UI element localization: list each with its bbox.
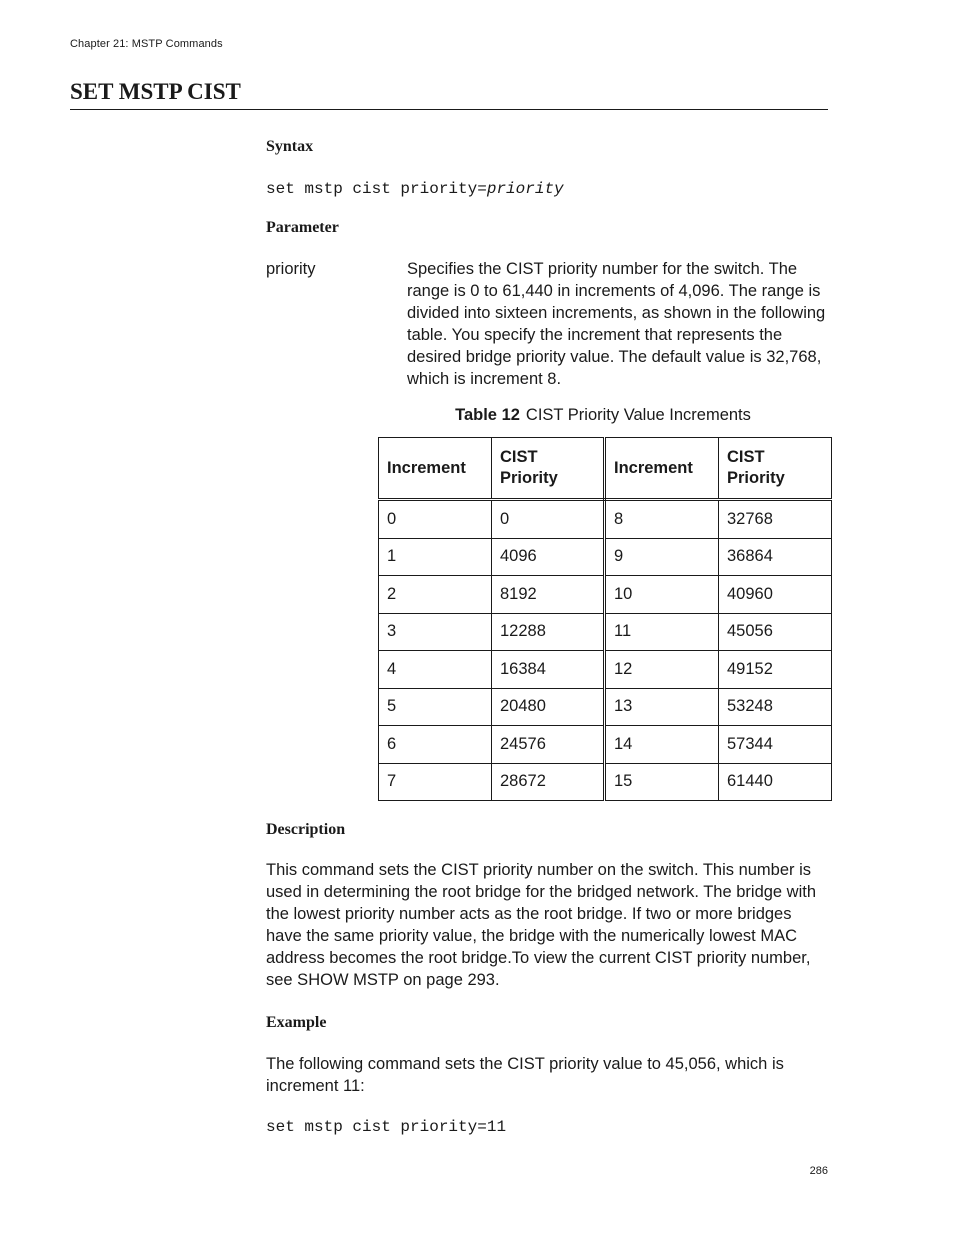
table-cell: 0 (492, 500, 605, 539)
table-caption-text: CIST Priority Value Increments (525, 406, 751, 424)
table-cell: 13 (605, 688, 719, 726)
table-cell: 5 (379, 688, 492, 726)
header-increment-left: Increment (379, 438, 492, 500)
table-row (379, 763, 832, 801)
header-increment-right: Increment (605, 438, 719, 500)
page-title: SET MSTP CIST (70, 79, 241, 104)
table-cell: 28672 (492, 763, 605, 801)
table-cell: 40960 (719, 576, 832, 614)
page-number: 286 (809, 1165, 828, 1177)
parameter-name: priority (266, 260, 316, 278)
table-row (379, 538, 832, 576)
table-row (379, 688, 832, 726)
table-cell: 16384 (492, 651, 605, 689)
table-cell: 6 (379, 726, 492, 764)
table-cell: 36864 (719, 538, 832, 576)
table-cell: 9 (605, 538, 719, 576)
table-cell: 61440 (719, 763, 832, 801)
header-cist-priority-right-text: CIST Priority (727, 448, 785, 487)
table-cell: 0 (379, 500, 492, 539)
table-cell: 49152 (719, 651, 832, 689)
table-cell: 2 (379, 576, 492, 614)
syntax-command-prefix: set mstp cist priority= (266, 180, 487, 198)
syntax-command-variable: priority (486, 180, 564, 198)
table-cell: 20480 (492, 688, 605, 726)
table-row (379, 576, 832, 614)
header-cist-priority-left-text: CIST Priority (500, 448, 558, 487)
syntax-heading: Syntax (266, 138, 314, 155)
example-heading: Example (266, 1014, 327, 1031)
table-caption (378, 404, 828, 426)
chapter-header: Chapter 21: MSTP Commands (70, 38, 223, 50)
table-cell: 12288 (492, 613, 605, 651)
table-cell: 4096 (492, 538, 605, 576)
table-row (379, 500, 832, 539)
description-heading: Description (266, 821, 346, 838)
parameter-description: Specifies the CIST priority number for the switch. The range is 0 to 61,440 in increments of 4,096. The range is divided into sixteen increments, as shown in the following table. You specify the increment that represents the desired bridge priority value. The default value is 32,768, which is increment 8. (407, 260, 826, 388)
parameter-heading: Parameter (266, 219, 339, 236)
table-header-row (379, 438, 832, 500)
table-cell: 12 (605, 651, 719, 689)
table-cell: 11 (605, 613, 719, 651)
table-cell: 8192 (492, 576, 605, 614)
table-row (379, 613, 832, 651)
table-cell: 53248 (719, 688, 832, 726)
table-cell: 45056 (719, 613, 832, 651)
table-cell: 14 (605, 726, 719, 764)
description-text: This command sets the CIST priority number on the switch. This number is used in determining the root bridge for the bridged network. The bridge with the lowest priority number acts as the root bridge. If two or more bridges have the same priority value, the bridge with the numerically lowest MAC address becomes the root bridge.To view the current CIST priority number, see SHOW MSTP on page 293. (266, 861, 817, 989)
table-cell: 24576 (492, 726, 605, 764)
table-caption-label: Table 12 (455, 406, 520, 424)
table-cell: 10 (605, 576, 719, 614)
table-cell: 15 (605, 763, 719, 801)
table-cell: 8 (605, 500, 719, 539)
table-cell: 57344 (719, 726, 832, 764)
priority-increments-table (378, 437, 832, 801)
title-rule (70, 109, 828, 110)
example-command: set mstp cist priority=11 (266, 1118, 507, 1136)
header-cist-priority-left (492, 438, 605, 500)
table-cell: 32768 (719, 500, 832, 539)
table-cell: 4 (379, 651, 492, 689)
table-row (379, 651, 832, 689)
header-cist-priority-right (719, 438, 832, 500)
table-cell: 1 (379, 538, 492, 576)
syntax-command (266, 179, 564, 199)
table-cell: 7 (379, 763, 492, 801)
example-text: The following command sets the CIST priority value to 45,056, which is increment 11: (266, 1055, 784, 1095)
table-row (379, 726, 832, 764)
table-cell: 3 (379, 613, 492, 651)
